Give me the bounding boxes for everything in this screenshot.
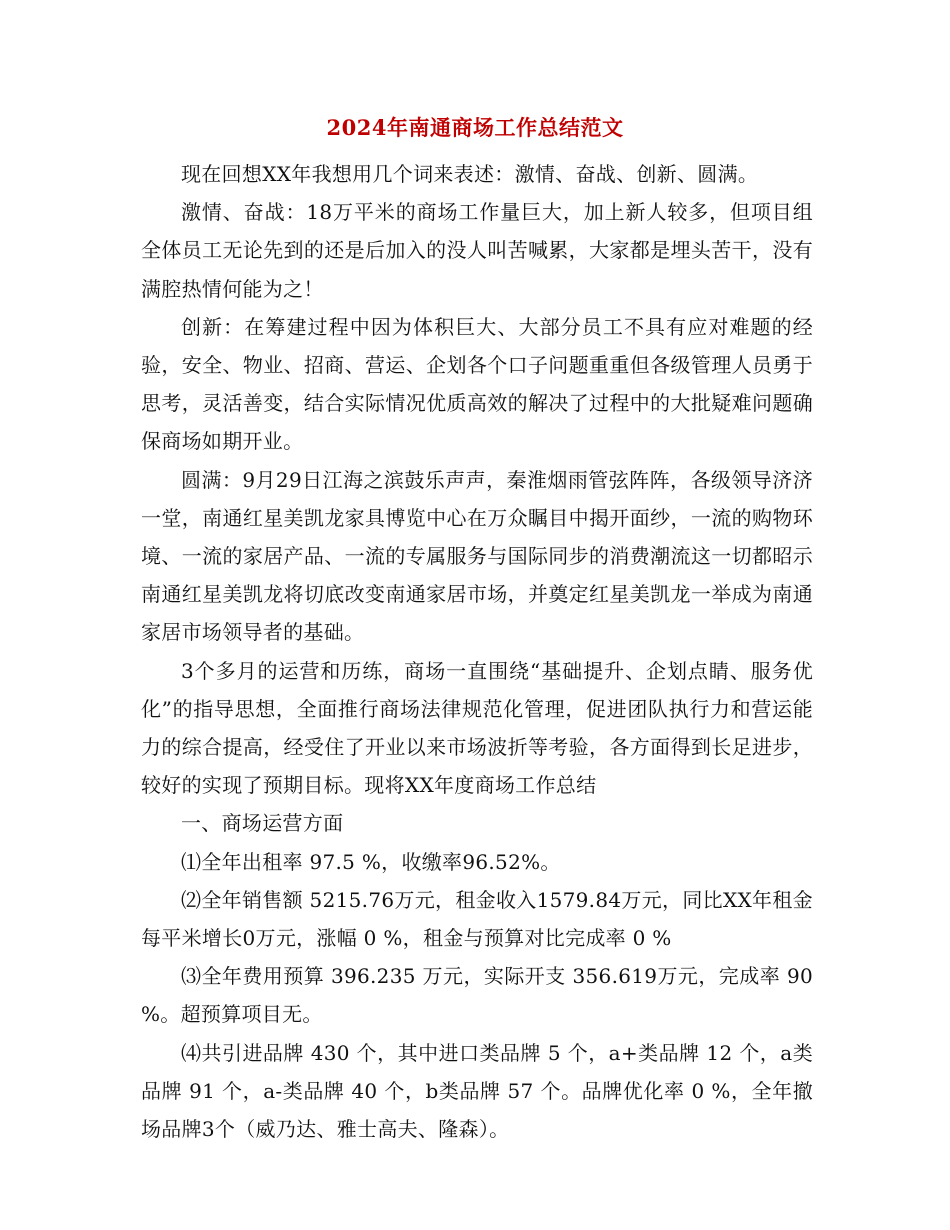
paragraph-completion: 圆满：9月29日江海之滨鼓乐声声，秦淮烟雨管弦阵阵，各级领导济济一堂，南通红星美凯龙家具博览中心在万众瞩目中揭开面纱，一流的购物环境、一流的家居产品、一流的专属服务与国际同步的消费潮流这一切都昭示南通红星美凯龙将切底改变南通家居市场，并奠定红星美凯龙一举成为南通家居市场领导者的基础。 xyxy=(141,467,813,645)
paragraph-intro: 现在回想XX年我想用几个词来表述：激情、奋战、创新、圆满。 xyxy=(181,162,759,186)
list-item-occupancy: ⑴全年出租率 97.5 %，收缴率96.52%。 xyxy=(181,849,561,874)
list-item-budget: ⑶全年费用预算 396.235 万元，实际开支 356.619万元，完成率 90 %。超预算项目无。 xyxy=(141,964,813,1027)
document-title: 2024年南通商场工作总结范文 xyxy=(326,115,624,140)
document-body xyxy=(141,155,813,1148)
paragraph-operations-summary: 3个多月的运营和历练，商场一直围绕“基础提升、企划点睛、服务优化”的指导思想，全面推行商场法律规范化管理，促进团队执行力和营运能力的综合提高，经受住了开业以来市场波折等考验，各方面得到长足进步，较好的实现了预期目标。现将XX年度商场工作总结 xyxy=(141,658,813,798)
section-heading-operations: 一、商场运营方面 xyxy=(181,811,344,836)
list-item-brands: ⑷共引进品牌 430 个，其中进口类品牌 5 个，a+类品牌 12 个，a类品牌 91 个，a-类品牌 40 个，b类品牌 57 个。品牌优化率 0 %，全年撤场品牌3个（威乃达、雅士高夫、隆森）。 xyxy=(141,1040,813,1142)
list-item-sales: ⑵全年销售额 5215.76万元，租金收入1579.84万元，同比XX年租金每平米增长0万元，涨幅 0 %，租金与预算对比完成率 0 % xyxy=(141,887,813,951)
paragraph-passion: 激情、奋战：18万平米的商场工作量巨大，加上新人较多，但项目组全体员工无论先到的还是后加入的没人叫苦喊累，大家都是埋头苦干，没有满腔热情何能为之！ xyxy=(141,200,813,301)
paragraph-innovation: 创新：在筹建过程中因为体积巨大、大部分员工不具有应对难题的经验，安全、物业、招商、营运、企划各个口子问题重重但各级管理人员勇于思考，灵活善变，结合实际情况优质高效的解决了过程中的大批疑难问题确保商场如期开业。 xyxy=(141,314,813,454)
